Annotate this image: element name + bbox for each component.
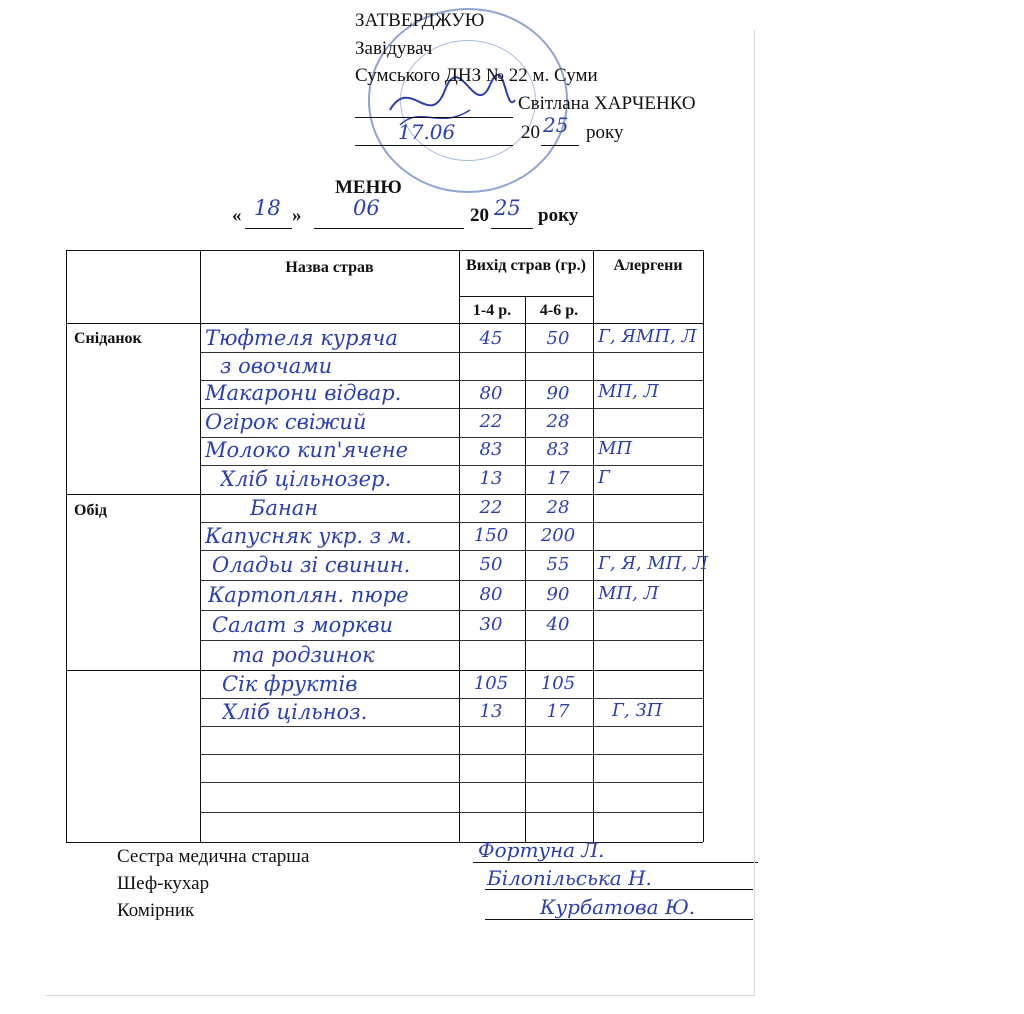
portion-4-6: 50 [546, 328, 570, 349]
portion-1-4: 30 [479, 614, 503, 635]
menu-year-line [491, 228, 533, 229]
dish-name: Хліб цільнозер. [220, 467, 392, 491]
allergens: Г [598, 467, 610, 488]
storekeeper-label: Комірник [117, 900, 195, 921]
storekeeper-signature-line [485, 919, 753, 920]
header-age-4-6: 4-6 р. [539, 302, 579, 319]
nurse-signature-line [473, 862, 758, 863]
portion-4-6: 40 [546, 614, 570, 635]
meal-breakfast: Сніданок [74, 330, 142, 347]
approval-year-prefix: 20 [521, 122, 540, 143]
dish-name: з овочами [220, 354, 333, 378]
dish-name: Молоко кип'ячене [205, 438, 409, 462]
portion-4-6: 90 [546, 383, 570, 404]
dish-name: Банан [250, 496, 319, 520]
approval-position: Завідувач [355, 38, 433, 59]
menu-year-prefix: 20 [470, 205, 489, 226]
menu-year: 25 [494, 196, 521, 220]
dish-name: Оладьи зі свинин. [212, 553, 411, 577]
menu-month: 06 [353, 196, 380, 220]
portion-1-4: 150 [473, 525, 509, 546]
header-allergens: Алергени [613, 257, 683, 274]
portion-1-4: 22 [479, 411, 503, 432]
chef-signature-line [485, 889, 753, 890]
portion-4-6: 200 [540, 525, 576, 546]
header-dish-name: Назва страв [285, 259, 374, 276]
allergens: Г, Я, МП, Л [598, 553, 708, 574]
header-output: Вихід страв (гр.) [466, 257, 586, 274]
page-bottom-edge [46, 995, 754, 996]
allergens: Г, ЯМП, Л [598, 326, 697, 347]
portion-4-6: 105 [540, 673, 576, 694]
portion-4-6: 17 [546, 701, 570, 722]
date-line [355, 145, 513, 146]
portion-1-4: 80 [479, 584, 503, 605]
portion-1-4: 22 [479, 497, 503, 518]
dish-name: Макарони відвар. [205, 381, 402, 405]
dish-name: Огірок свіжий [205, 410, 367, 434]
portion-1-4: 13 [479, 468, 503, 489]
year-line [541, 145, 579, 146]
approval-name: Світлана ХАРЧЕНКО [518, 93, 696, 114]
dish-name: та родзинок [232, 643, 375, 667]
quote-close: » [292, 205, 302, 226]
approval-heading: ЗАТВЕРДЖУЮ [355, 10, 485, 31]
allergens: МП [598, 438, 633, 459]
portion-4-6: 55 [546, 554, 570, 575]
menu-day: 18 [254, 196, 281, 220]
portion-4-6: 17 [546, 468, 570, 489]
allergens: МП, Л [598, 583, 659, 604]
storekeeper-signature: Курбатова Ю. [540, 895, 696, 919]
allergens: МП, Л [598, 381, 659, 402]
portion-4-6: 28 [546, 411, 570, 432]
dish-name: Тюфтеля куряча [205, 326, 398, 350]
approval-year-suffix: року [586, 122, 624, 143]
signature-line [355, 117, 513, 118]
day-line [245, 228, 292, 229]
menu-year-suffix: року [538, 205, 579, 226]
portion-4-6: 28 [546, 497, 570, 518]
nurse-signature: Фортуна Л. [478, 838, 605, 862]
meal-lunch: Обід [74, 502, 107, 519]
dish-name: Картоплян. пюре [208, 583, 409, 607]
portion-1-4: 45 [479, 328, 503, 349]
approval-year: 25 [543, 113, 569, 137]
dish-name: Хліб цільноз. [222, 700, 368, 724]
quote-open: « [232, 205, 242, 226]
portion-1-4: 83 [479, 439, 503, 460]
chef-label: Шеф-кухар [117, 873, 210, 894]
dish-name: Салат з моркви [212, 613, 393, 637]
nurse-label: Сестра медична старша [117, 846, 310, 867]
portion-1-4: 80 [479, 383, 503, 404]
portion-4-6: 90 [546, 584, 570, 605]
portion-4-6: 83 [546, 439, 570, 460]
page-right-edge [754, 30, 755, 996]
dish-name: Сік фруктів [222, 672, 358, 696]
chef-signature: Білопільська Н. [487, 866, 652, 890]
month-line [314, 228, 464, 229]
approval-institution: Сумського ДНЗ № 22 м. Суми [355, 65, 598, 86]
header-age-1-4: 1-4 р. [472, 302, 512, 319]
portion-1-4: 105 [473, 673, 509, 694]
portion-1-4: 50 [479, 554, 503, 575]
allergens: Г, ЗП [612, 700, 663, 721]
approval-date: 17.06 [398, 120, 456, 144]
portion-1-4: 13 [479, 701, 503, 722]
menu-title: МЕНЮ [335, 177, 402, 198]
dish-name: Капусняк укр. з м. [205, 524, 412, 548]
